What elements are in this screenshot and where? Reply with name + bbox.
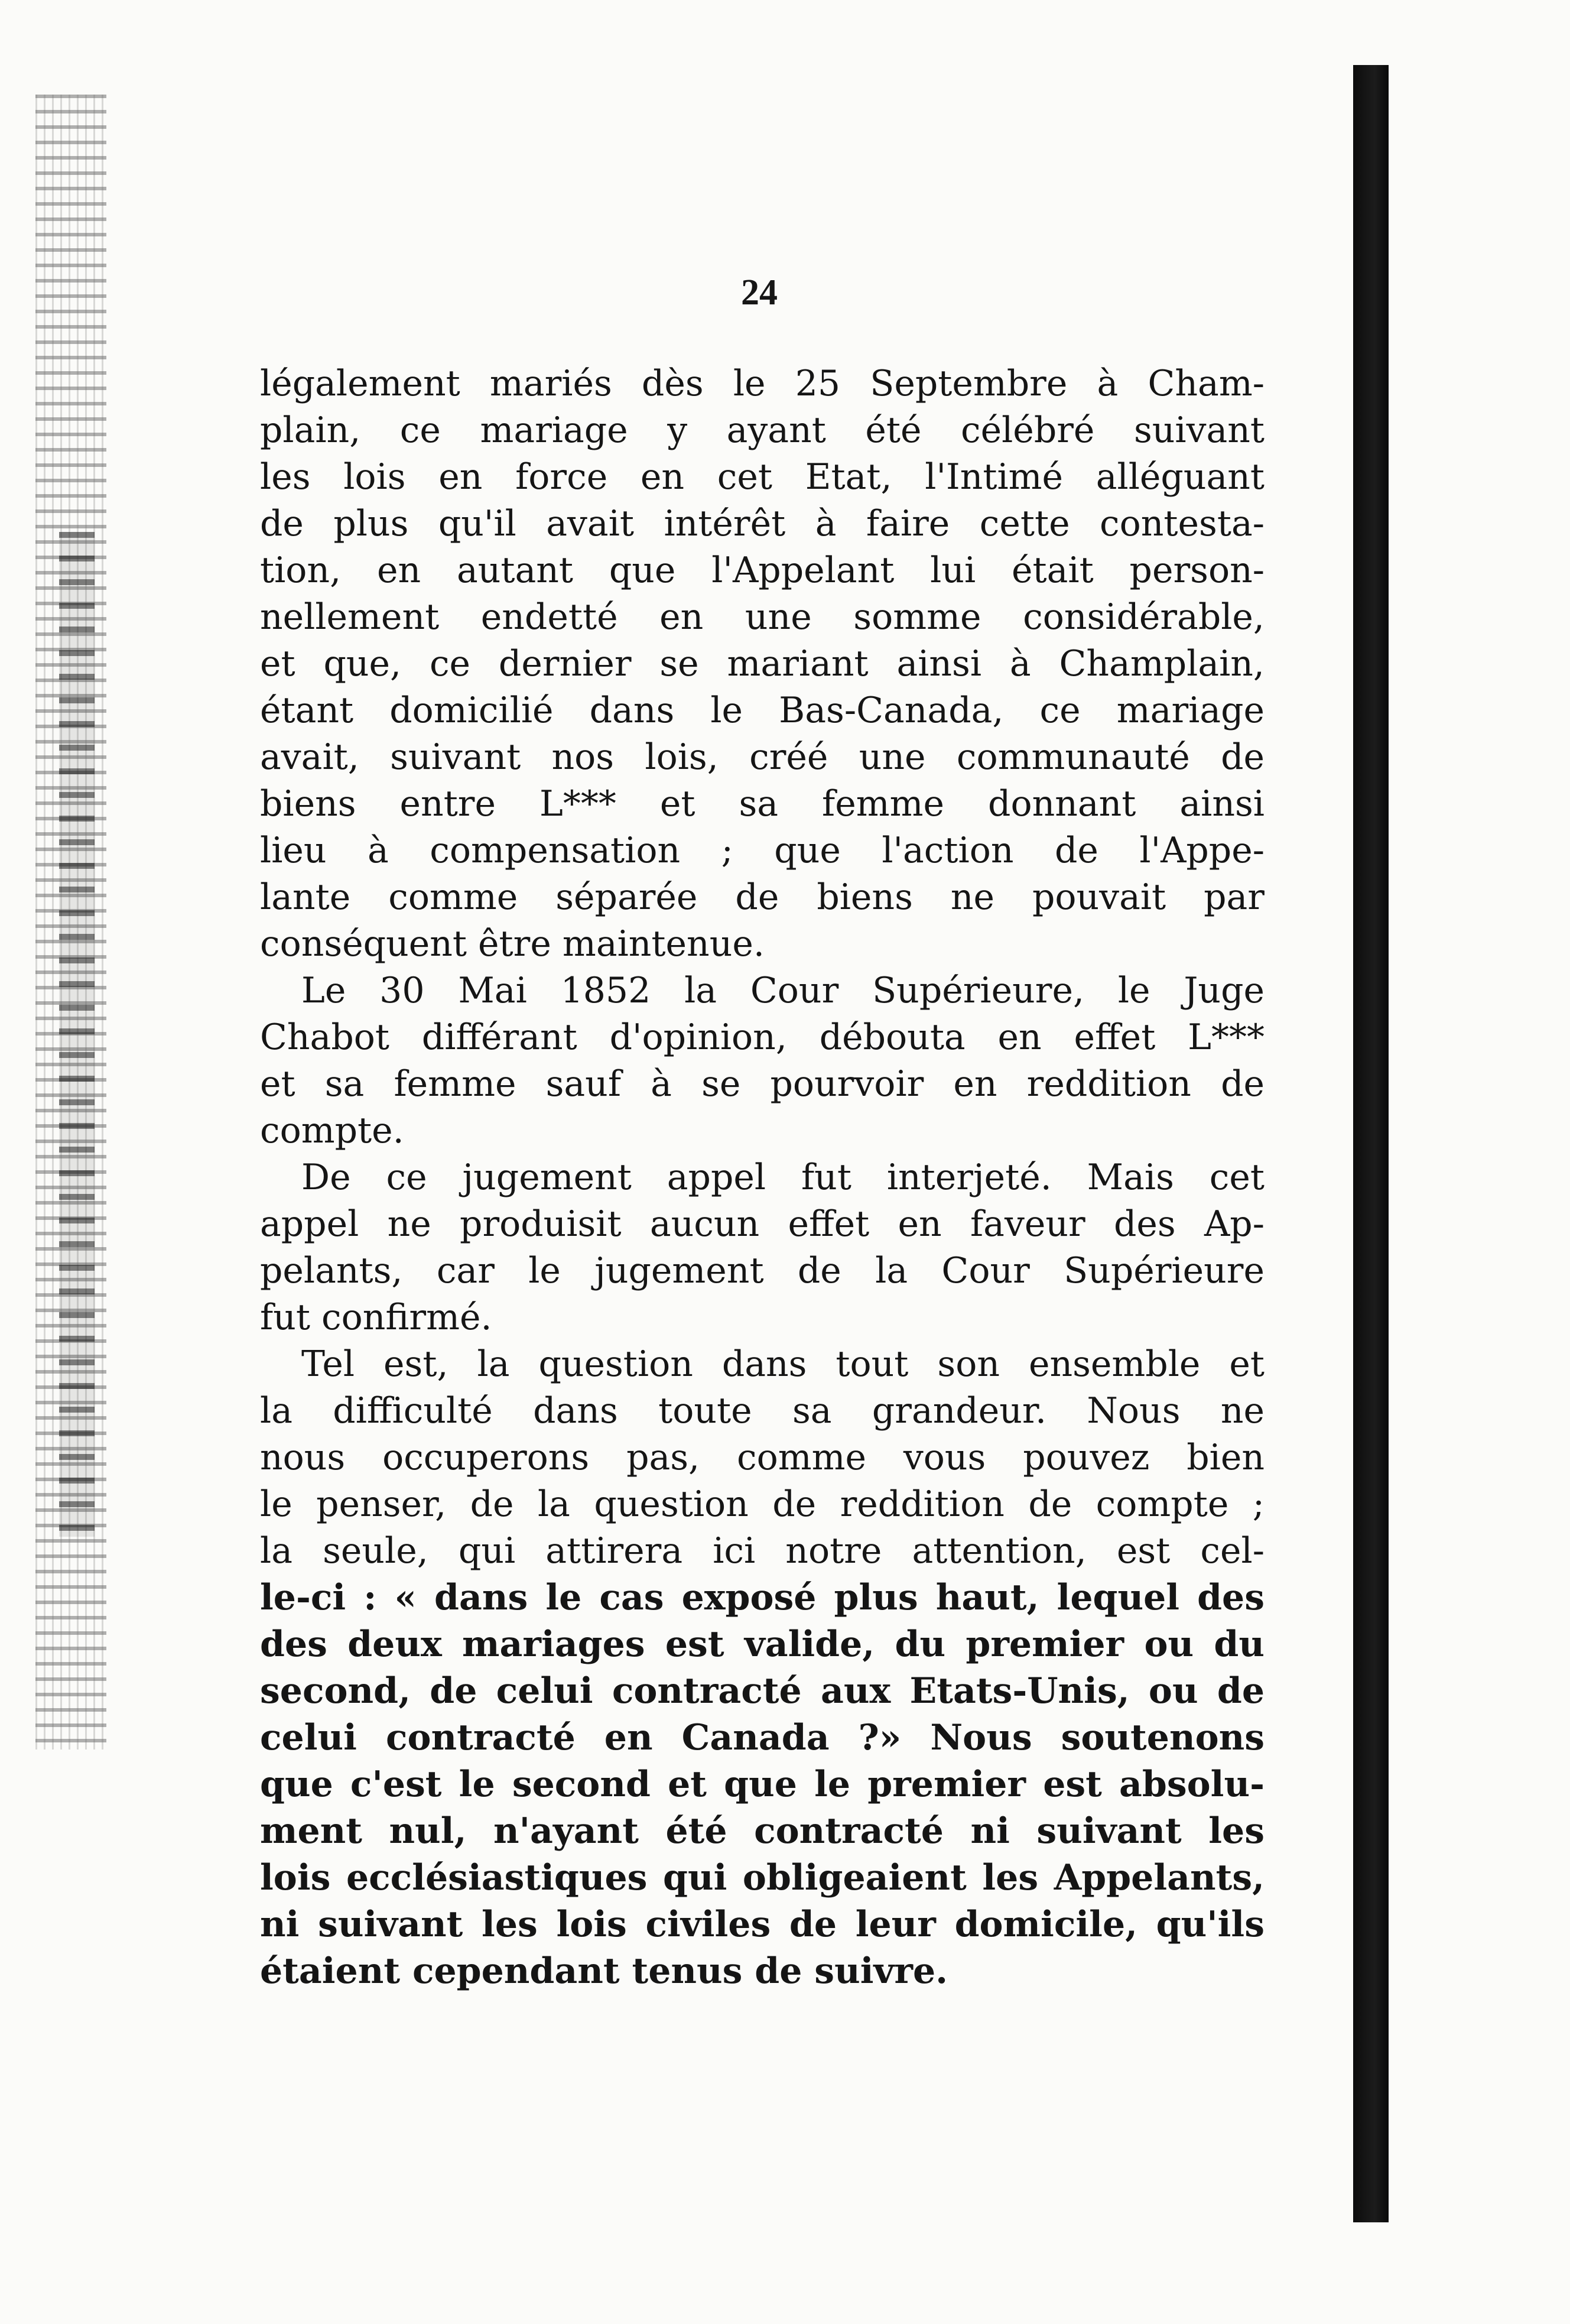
text-line: tion, en autant que l'Appelant lui était person- <box>260 550 1265 591</box>
text-line: légalement mariés dès le 25 Septembre à Cham- <box>260 363 1265 404</box>
text-line: lois ecclésiastiques qui obligeaient les Appelants, <box>260 1857 1265 1898</box>
text-line: celui contracté en Canada ?» Nous soutenons <box>260 1717 1265 1758</box>
text-line: compte. <box>260 1110 404 1151</box>
text-line: De ce jugement appel fut interjeté. Mais cet <box>301 1157 1265 1198</box>
text-line: étaient cependant tenus de suivre. <box>260 1950 948 1992</box>
text-line: fut confirmé. <box>260 1297 492 1338</box>
text-line: plain, ce mariage y ayant été célébré suivant <box>260 410 1265 451</box>
scan-edge-noise-dark <box>59 532 95 1537</box>
text-line: la seule, qui attirera ici notre attention, est cel- <box>260 1530 1265 1572</box>
text-line: de plus qu'il avait intérêt à faire cette contesta- <box>260 503 1265 544</box>
text-line: le-ci : « dans le cas exposé plus haut, lequel des <box>260 1577 1265 1618</box>
text-line: pelants, car le jugement de la Cour Supérieure <box>260 1250 1265 1291</box>
text-line: lieu à compensation ; que l'action de l'Appe- <box>260 830 1265 871</box>
text-line: ment nul, n'ayant été contracté ni suivant les <box>260 1810 1265 1852</box>
text-line: avait, suivant nos lois, créé une communauté de <box>260 736 1265 778</box>
binding-gutter <box>1353 65 1389 2222</box>
text-line: Tel est, la question dans tout son ensemble et <box>301 1343 1265 1385</box>
text-line: lante comme séparée de biens ne pouvait par <box>260 877 1265 918</box>
text-line: appel ne produisit aucun effet en faveur des Ap- <box>260 1203 1265 1245</box>
text-line: la difficulté dans toute sa grandeur. Nous ne <box>260 1390 1265 1432</box>
text-line: Le 30 Mai 1852 la Cour Supérieure, le Juge <box>301 970 1265 1011</box>
text-line: ni suivant les lois civiles de leur domicile, qu'ils <box>260 1904 1265 1945</box>
text-line: et que, ce dernier se mariant ainsi à Champlain, <box>260 643 1265 684</box>
page-number: 24 <box>741 272 778 313</box>
text-line: Chabot différant d'opinion, débouta en effet L*** <box>260 1017 1265 1058</box>
text-line: des deux mariages est valide, du premier ou du <box>260 1624 1265 1665</box>
text-line: que c'est le second et que le premier est absolu- <box>260 1764 1265 1805</box>
text-line: second, de celui contracté aux Etats-Unis, ou de <box>260 1670 1265 1712</box>
text-line: les lois en force en cet Etat, l'Intimé alléguant <box>260 456 1265 498</box>
text-line: étant domicilié dans le Bas-Canada, ce mariage <box>260 690 1265 731</box>
text-line: nellement endetté en une somme considérable, <box>260 596 1265 638</box>
text-line: conséquent être maintenue. <box>260 923 765 965</box>
body-text <box>260 361 1265 1995</box>
text-line: le penser, de la question de reddition de compte ; <box>260 1484 1265 1525</box>
text-line: et sa femme sauf à se pourvoir en reddition de <box>260 1063 1265 1105</box>
text-line: biens entre L*** et sa femme donnant ainsi <box>260 783 1265 825</box>
text-line: nous occuperons pas, comme vous pouvez bien <box>260 1437 1265 1478</box>
